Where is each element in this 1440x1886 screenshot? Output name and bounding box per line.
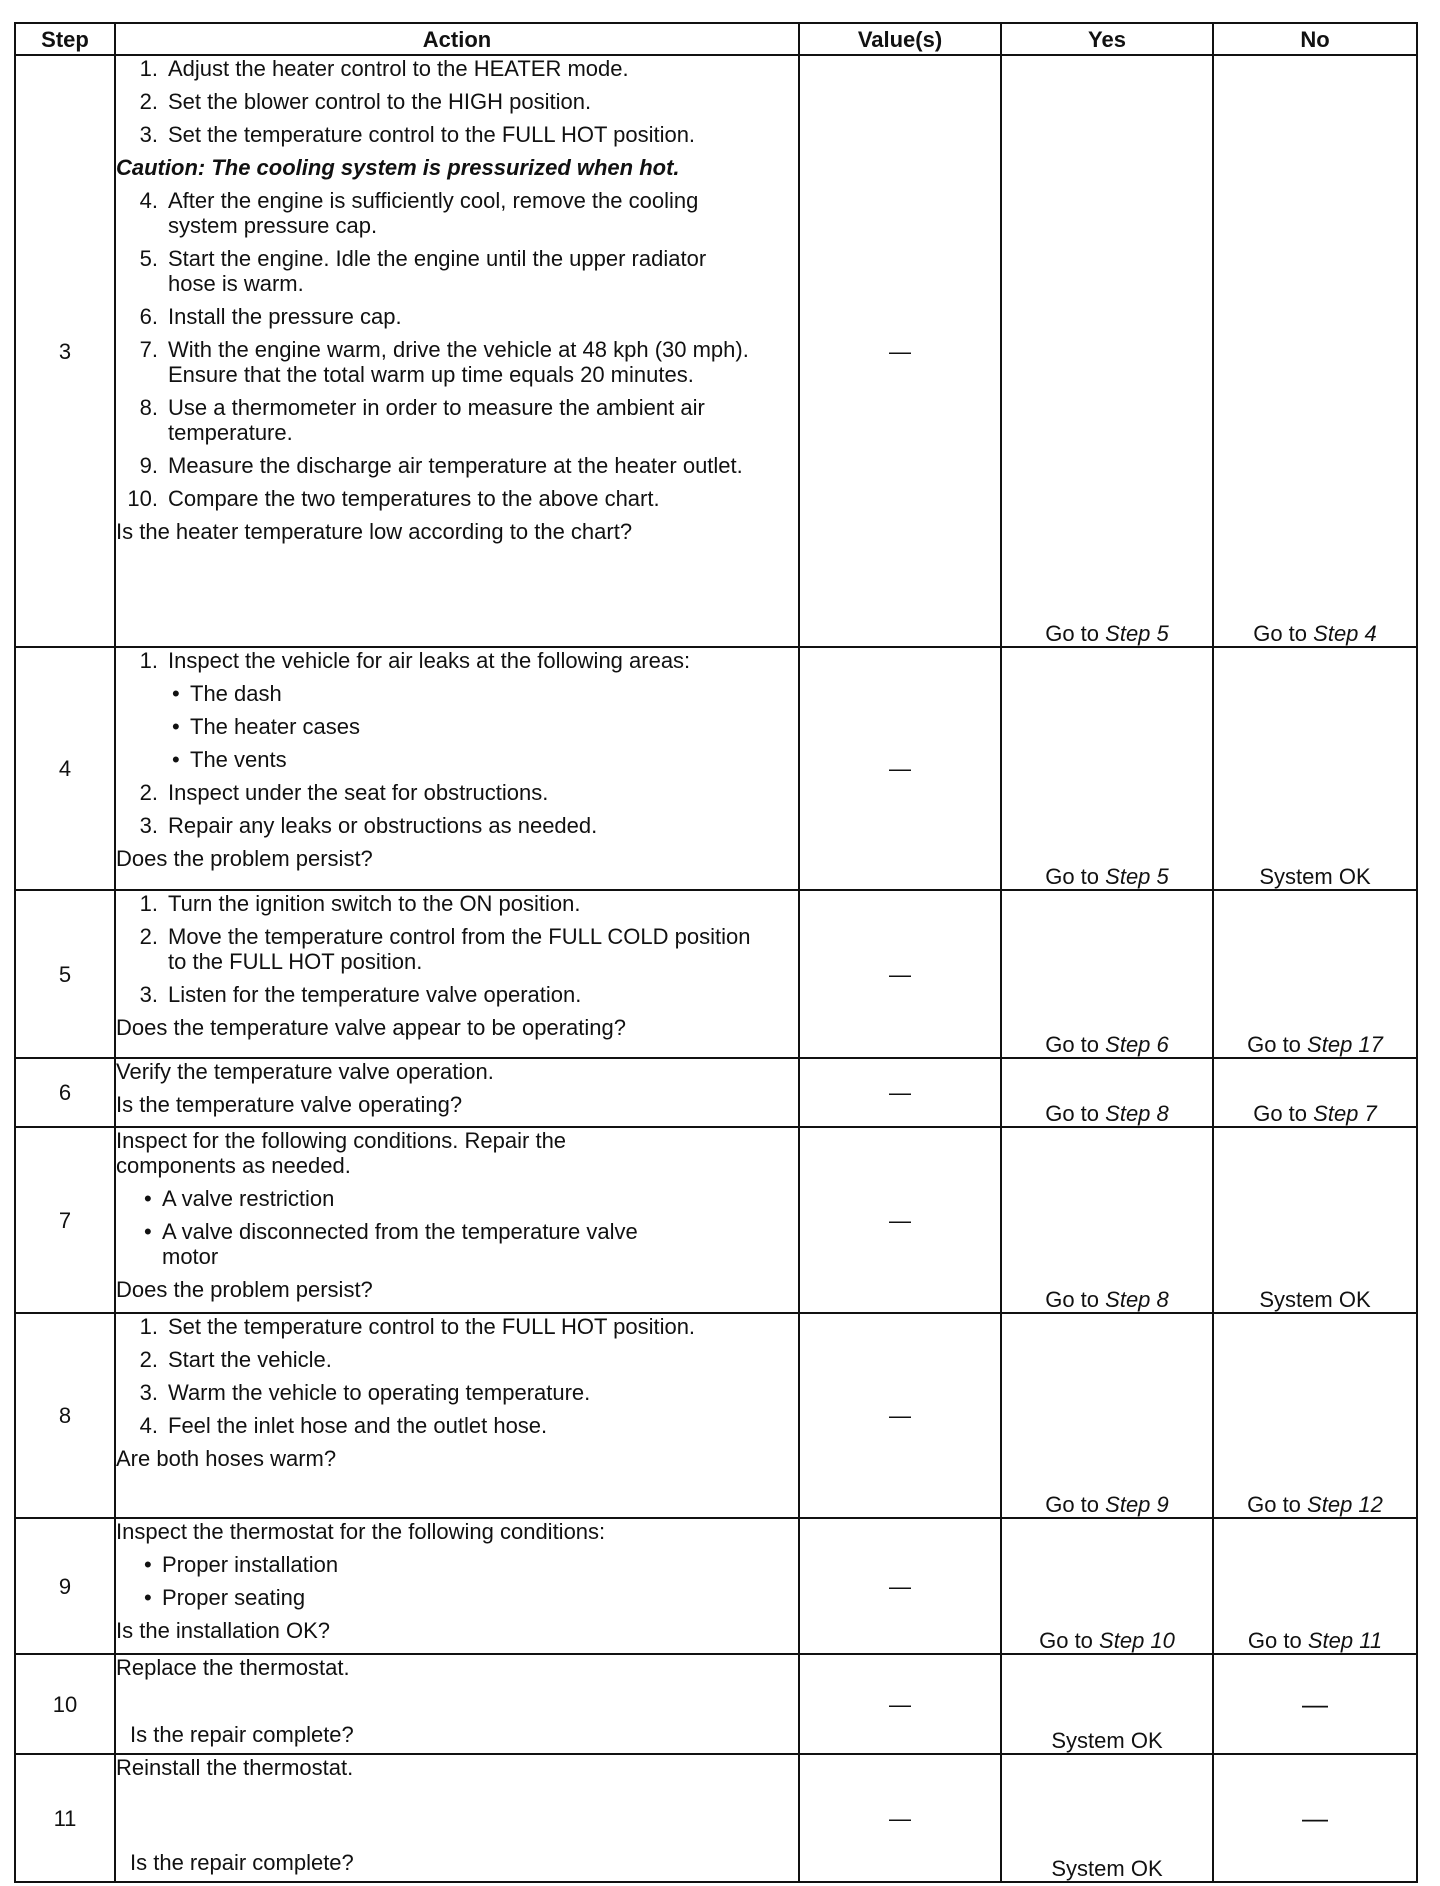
yes-step-ref: Step 8 (1105, 1287, 1169, 1312)
action-list (116, 780, 798, 838)
header-values: Value(s) (799, 23, 1001, 55)
no-cell (1213, 647, 1417, 890)
header-action: Action (115, 23, 799, 55)
diagnostic-table (14, 22, 1418, 1883)
action-list (116, 1314, 798, 1438)
yes-prefix: Go to (1039, 1628, 1093, 1653)
step-number: 8 (15, 1313, 115, 1518)
yes-prefix: Go to (1045, 1032, 1100, 1057)
list-item-text: Inspect the vehicle for air leaks at the following areas: (168, 648, 691, 673)
question-text: Are both hoses warm? (116, 1446, 337, 1471)
action-text: Inspect for the following conditions. Repair the components as needed. (116, 1128, 567, 1178)
action-text: Inspect the thermostat for the following conditions: (116, 1519, 606, 1544)
bullet-item: • A valve restriction (140, 1186, 678, 1211)
list-item-text: Turn the ignition switch to the ON position. (168, 891, 581, 916)
question-text: Is the heater temperature low according to the chart? (116, 519, 633, 544)
no-prefix: Go to (1247, 1032, 1301, 1057)
yes-cell (1001, 1058, 1213, 1127)
value-cell: — (799, 1654, 1001, 1754)
action-cell (115, 1313, 799, 1518)
yes-step-ref: Step 8 (1105, 1101, 1169, 1126)
step-row-6 (15, 1058, 1417, 1127)
step-row-3 (15, 55, 1417, 647)
list-item: 3. Repair any leaks or obstructions as needed. (139, 813, 598, 838)
list-item-text: After the engine is sufficiently cool, remove the cooling system pressure cap. (168, 188, 699, 238)
yes-step-ref: Step 10 (1099, 1628, 1175, 1653)
step-number: 9 (15, 1518, 115, 1654)
no-cell: — (1213, 1654, 1417, 1754)
list-item: 4. Feel the inlet hose and the outlet hose. (139, 1413, 548, 1438)
list-item-text: Set the blower control to the HIGH position. (168, 89, 592, 114)
list-item-text: Repair any leaks or obstructions as needed. (168, 813, 598, 838)
list-item-text: Install the pressure cap. (168, 304, 402, 329)
action-cell (115, 1058, 799, 1127)
no-prefix: Go to (1247, 1628, 1302, 1653)
bullet-item: • Proper seating (140, 1585, 798, 1610)
list-item: 1. Adjust the heater control to the HEATER mode. (139, 56, 629, 81)
action-cell (115, 55, 799, 647)
step-row-4 (15, 647, 1417, 890)
value-cell: — (799, 1127, 1001, 1313)
step-number: 6 (15, 1058, 115, 1127)
list-item-text: Inspect under the seat for obstructions. (168, 780, 549, 805)
yes-cell (1001, 1518, 1213, 1654)
list-item-text: Set the temperature control to the FULL HOT position. (168, 122, 696, 147)
list-item-text: With the engine warm, drive the vehicle at 48 kph (30 mph). Ensure that the total warm up time equals 20 minutes. (168, 337, 749, 387)
list-item-text: Move the temperature control from the FULL COLD position to the FULL HOT position. (168, 924, 751, 974)
no-result: System OK (1259, 1287, 1371, 1312)
list-item: 6. Install the pressure cap. (139, 304, 402, 329)
bullet-list (140, 1186, 798, 1269)
action-text: Verify the temperature valve operation. (116, 1059, 494, 1084)
step-number: 3 (15, 55, 115, 647)
step-row-5 (15, 890, 1417, 1058)
yes-cell (1001, 1654, 1213, 1754)
header-row (15, 23, 1417, 55)
step-number: 10 (15, 1654, 115, 1754)
bullet-item: • Proper installation (140, 1552, 798, 1577)
no-prefix: Go to (1253, 621, 1308, 646)
action-text: Reinstall the thermostat. (116, 1755, 354, 1780)
list-item: 1. Inspect the vehicle for air leaks at the following areas: (139, 648, 691, 673)
list-item: 5. Start the engine. Idle the engine until the upper radiator hose is warm. (139, 246, 707, 296)
no-cell (1213, 55, 1417, 647)
no-cell (1213, 890, 1417, 1058)
list-item-text: Warm the vehicle to operating temperature. (168, 1380, 591, 1405)
value-cell: — (799, 890, 1001, 1058)
caution-note: Caution: The cooling system is pressurized when hot. (116, 155, 680, 180)
action-list (116, 648, 798, 673)
yes-step-ref: Step 9 (1105, 1492, 1169, 1517)
action-cell (115, 1754, 799, 1882)
list-item: 3. Listen for the temperature valve operation. (139, 982, 582, 1007)
no-cell (1213, 1127, 1417, 1313)
yes-cell (1001, 1313, 1213, 1518)
list-item: 2. Move the temperature control from the FULL COLD position to the FULL HOT position. (139, 924, 751, 974)
value-cell: — (799, 1058, 1001, 1127)
step-number: 11 (15, 1754, 115, 1882)
action-cell (115, 1127, 799, 1313)
no-result: System OK (1259, 864, 1371, 889)
step-number: 7 (15, 1127, 115, 1313)
value-cell: — (799, 647, 1001, 890)
action-list (116, 188, 798, 511)
list-item: 7. With the engine warm, drive the vehicle at 48 kph (30 mph). Ensure that the total warm up time equals 20 minutes. (139, 337, 749, 387)
action-cell (115, 890, 799, 1058)
list-item: 1. Set the temperature control to the FULL HOT position. (139, 1314, 696, 1339)
list-item: 2. Set the blower control to the HIGH position. (139, 89, 592, 114)
no-prefix: Go to (1253, 1101, 1308, 1126)
yes-cell (1001, 890, 1213, 1058)
step-number: 4 (15, 647, 115, 890)
list-item-text: Measure the discharge air temperature at the heater outlet. (168, 453, 743, 478)
list-item: 9. Measure the discharge air temperature at the heater outlet. (139, 453, 743, 478)
step-row-10 (15, 1654, 1417, 1754)
yes-prefix: Go to (1045, 1492, 1100, 1517)
bullet-item: • The vents (168, 747, 798, 772)
yes-prefix: Go to (1045, 864, 1100, 889)
yes-cell (1001, 55, 1213, 647)
list-item: 4. After the engine is sufficiently cool, remove the cooling system pressure cap. (139, 188, 699, 238)
header-step: Step (15, 23, 115, 55)
yes-prefix: Go to (1045, 621, 1100, 646)
step-row-11 (15, 1754, 1417, 1882)
list-item-text: Set the temperature control to the FULL HOT position. (168, 1314, 696, 1339)
question-text: Is the installation OK? (116, 1618, 331, 1643)
header-yes: Yes (1001, 23, 1213, 55)
action-text: Replace the thermostat. (116, 1655, 350, 1680)
value-cell: — (799, 1754, 1001, 1882)
no-step-ref: Step 12 (1307, 1492, 1383, 1517)
yes-result: System OK (1051, 1856, 1163, 1881)
no-prefix: Go to (1247, 1492, 1301, 1517)
bullet-item: • A valve disconnected from the temperature valve motor (140, 1219, 678, 1269)
bullet-list (140, 1552, 798, 1610)
list-item-text: Start the engine. Idle the engine until the upper radiator hose is warm. (168, 246, 707, 296)
list-item: 10. Compare the two temperatures to the above chart. (127, 486, 660, 511)
list-item-text: Listen for the temperature valve operation. (168, 982, 582, 1007)
yes-step-ref: Step 6 (1105, 1032, 1169, 1057)
step-row-7 (15, 1127, 1417, 1313)
question-text: Is the repair complete? (130, 1850, 354, 1875)
list-item-text: Use a thermometer in order to measure the ambient air temperature. (168, 395, 705, 445)
question-text: Does the temperature valve appear to be operating? (116, 1015, 626, 1040)
step-row-8 (15, 1313, 1417, 1518)
step-number: 5 (15, 890, 115, 1058)
question-text: Does the problem persist? (116, 846, 373, 871)
list-item: 2. Start the vehicle. (139, 1347, 332, 1372)
action-cell (115, 1518, 799, 1654)
no-cell (1213, 1518, 1417, 1654)
question-text: Does the problem persist? (116, 1277, 373, 1302)
value-cell: — (799, 1313, 1001, 1518)
no-step-ref: Step 11 (1307, 1628, 1383, 1653)
yes-prefix: Go to (1045, 1287, 1100, 1312)
bullet-list (168, 681, 798, 772)
bullet-item: • The dash (168, 681, 798, 706)
list-item: 3. Set the temperature control to the FULL HOT position. (139, 122, 696, 147)
yes-result: System OK (1051, 1728, 1163, 1753)
no-cell (1213, 1313, 1417, 1518)
header-no: No (1213, 23, 1417, 55)
bullet-item: • The heater cases (168, 714, 798, 739)
list-item: 1. Turn the ignition switch to the ON position. (139, 891, 581, 916)
no-step-ref: Step 17 (1307, 1032, 1383, 1057)
yes-prefix: Go to (1045, 1101, 1100, 1126)
yes-cell (1001, 647, 1213, 890)
yes-cell (1001, 1754, 1213, 1882)
list-item-text: Start the vehicle. (168, 1347, 332, 1372)
list-item: 2. Inspect under the seat for obstructions. (139, 780, 549, 805)
list-item-text: Adjust the heater control to the HEATER mode. (168, 56, 629, 81)
action-list (116, 891, 798, 1007)
yes-step-ref: Step 5 (1105, 621, 1169, 646)
value-cell: — (799, 1518, 1001, 1654)
question-text: Is the repair complete? (130, 1722, 354, 1747)
yes-step-ref: Step 5 (1105, 864, 1169, 889)
yes-cell (1001, 1127, 1213, 1313)
action-list (116, 56, 798, 147)
step-row-9 (15, 1518, 1417, 1654)
list-item: 8. Use a thermometer in order to measure the ambient air temperature. (139, 395, 705, 445)
question-text: Is the temperature valve operating? (116, 1092, 463, 1117)
list-item-text: Feel the inlet hose and the outlet hose. (168, 1413, 548, 1438)
value-cell: — (799, 55, 1001, 647)
list-item: 3. Warm the vehicle to operating temperature. (139, 1380, 591, 1405)
action-cell (115, 1654, 799, 1754)
no-cell (1213, 1058, 1417, 1127)
no-cell: — (1213, 1754, 1417, 1882)
list-item-text: Compare the two temperatures to the above chart. (168, 486, 660, 511)
action-cell (115, 647, 799, 890)
no-step-ref: Step 4 (1313, 621, 1377, 646)
no-step-ref: Step 7 (1313, 1101, 1377, 1126)
